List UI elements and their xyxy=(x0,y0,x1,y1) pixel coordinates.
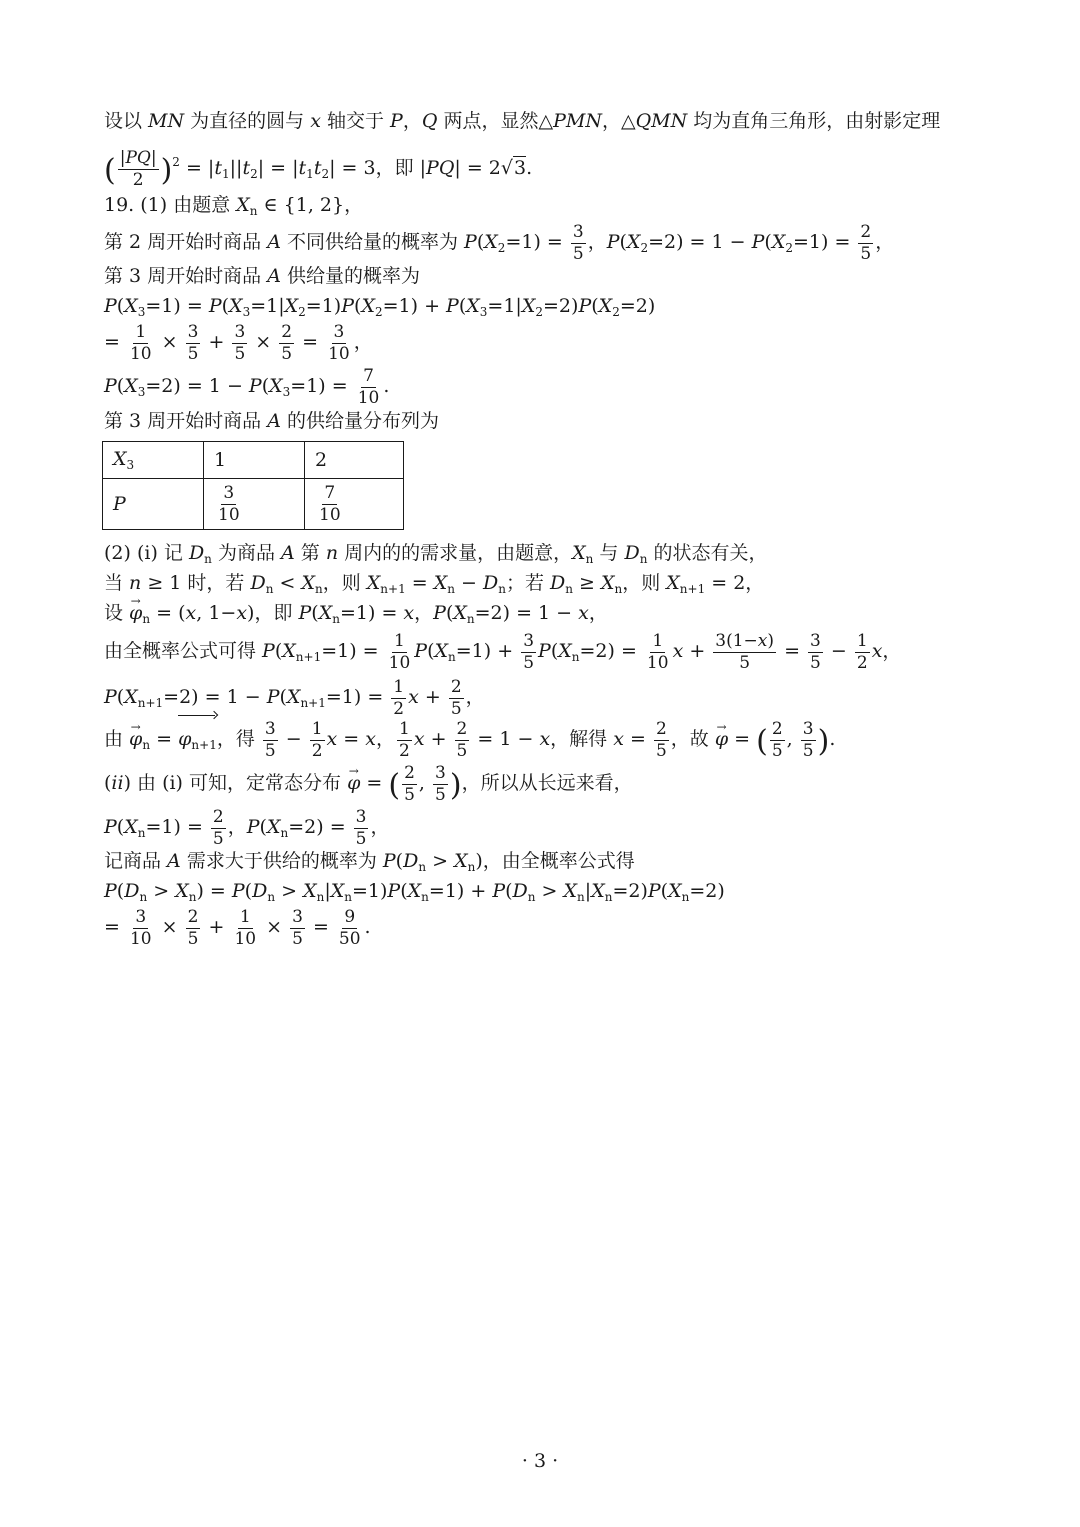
page-number: · 3 · xyxy=(521,1450,559,1472)
solution-line-14: $P(X_{n+1}=2) = 1 - P(X_{n+1}=1)$ = $\frac{1}{2}$ x + $\frac{2}{5}$ ， xyxy=(104,676,485,719)
solution-line-15: 由 → $\varphi_n = \varphi_{n+1}$，得 $\frac{3}{5}$ − $\frac{1}{2}$ x = x， $\frac{1}{2}$ x + $\frac{2}{5}$ = 1 − x，解得 x = $\frac{2}{5}$ ，故 → φ = ( $\frac{2}{5}$ , $\frac{3}{5}$ ). xyxy=(104,718,835,766)
solution-line-4: 第 2 周开始时商品 A 不同供给量的概率为 $P(X_2=1)$ = $\frac{3}{5}$ ，$P(X_2=2) = 1 - P(X_2=1)$ = $\frac{2}{5}$ ， xyxy=(104,221,895,264)
solution-line-12: 设 → $\varphi_n = (x$, 1−x)，即 $P(X_n=1) = x$，$P(X_n=2) = 1 - x$， xyxy=(104,600,608,632)
table-cell: $\frac{3}{10}$ xyxy=(204,479,305,530)
solution-line-13: 由全概率公式可得 $P(X_{n+1}=1)$ = $\frac{1}{10}$ $P(X_n=1)$ + $\frac{3}{5}$ $P(X_n=2)$ = $\frac{1}{10}$ x + $\frac{3(1-x)}{5}$ = $\frac{3}{5}$ − $\frac{1}{2}$ x， xyxy=(104,630,902,673)
problem-19-part-1: 19. (1) 由题意 $X_n$ ∈ {1, 2}， xyxy=(104,194,364,218)
solution-line-2: ( $\frac{|PQ|}{2}$ )$^2 = |t_1||t_2| = |t_1t_2| = 3$，即 |PQ| = 2√3. xyxy=(104,147,533,190)
table-cell: $\frac{7}{10}$ xyxy=(305,479,404,530)
distribution-table xyxy=(102,441,404,530)
table-header-cell: 1 xyxy=(204,442,305,479)
table-row xyxy=(103,479,404,530)
table-row-label: P xyxy=(103,479,204,530)
solution-line-7: = $\frac{1}{10}$ × $\frac{3}{5}$ + $\frac{3}{5}$ × $\frac{2}{5}$ = $\frac{3}{10}$ ， xyxy=(104,321,373,364)
solution-line-1: 设以 MN 为直径的圆与 x 轴交于 P，Q 两点，显然△PMN，△QMN 均为直角三角形，由射影定理 xyxy=(104,110,941,132)
solution-line-6: $P(X_3=1) = P(X_3=1|X_2=1)P(X_2=1) + P(X_3=1|X_2=2)P(X_2=2)$ xyxy=(104,295,656,319)
table-header-row xyxy=(103,442,404,479)
problem-19-part-2: (2) (i) 记 $D_n$ 为商品 A 第 n 周内的的需求量，由题意，$X_n$ 与 $D_n$ 的状态有关， xyxy=(104,542,768,566)
solution-line-16: (ii) 由 (i) 可知，定常态分布 → φ = ( $\frac{2}{5}$ , $\frac{3}{5}$ )，所以从长远来看， xyxy=(104,762,633,807)
solution-line-20: = $\frac{3}{10}$ × $\frac{2}{5}$ + $\frac{1}{10}$ × $\frac{3}{5}$ = $\frac{9}{50}$ . xyxy=(104,906,371,949)
solution-line-5: 第 3 周开始时商品 A 供给量的概率为 xyxy=(104,265,420,287)
solution-line-11: 当 n ≥ 1 时，若 $D_n < X_n$，则 $X_{n+1} = X_n - D_n$；若 $D_n \ge X_n$，则 $X_{n+1} = 2$， xyxy=(104,572,765,596)
table-header-cell: 2 xyxy=(305,442,404,479)
solution-line-9: 第 3 周开始时商品 A 的供给量分布列为 xyxy=(104,410,439,432)
solution-line-18: 记商品 A 需求大于供给的概率为 $P(D_n > X_n)$，由全概率公式得 xyxy=(104,850,635,874)
solution-line-19: $P(D_n > X_n) = P(D_n > X_n|X_n=1)P(X_n=1) + P(D_n > X_n|X_n=2)P(X_n=2)$ xyxy=(104,880,725,904)
table-header-cell: $X_3$ xyxy=(103,442,204,479)
solution-line-17: $P(X_n=1)$ = $\frac{2}{5}$ ，$P(X_n=2)$ = $\frac{3}{5}$ ， xyxy=(104,806,390,849)
solution-line-8: $P(X_3=2) = 1 - P(X_3=1)$ = $\frac{7}{10}$ . xyxy=(104,365,390,408)
